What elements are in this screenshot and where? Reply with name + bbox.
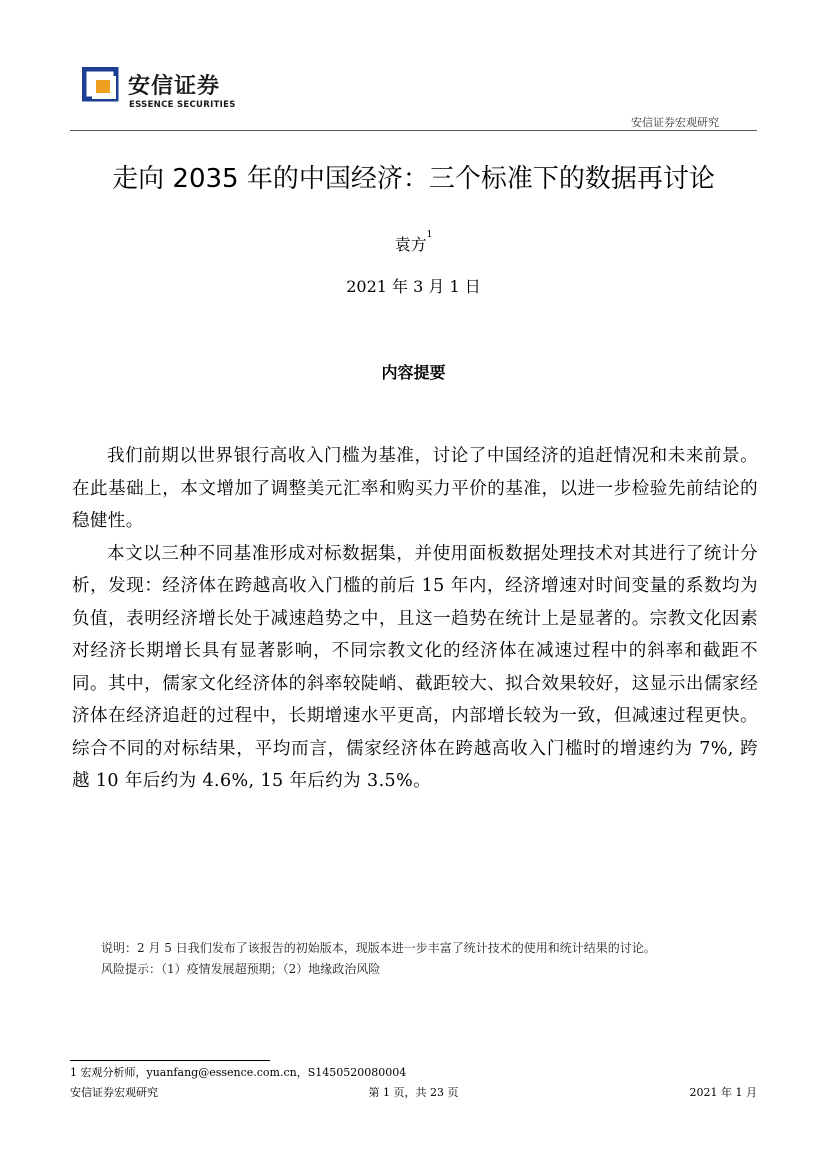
page-footer: [70, 1084, 757, 1100]
version-note: 说明：2 月 5 日我们发布了该报告的初始版本，现版本进一步丰富了统计技术的使用和统计结果的讨论。: [101, 941, 656, 955]
notes-block: [101, 938, 656, 980]
summary-paragraph-2: 本文以三种不同基准形成对标数据集，并使用面板数据处理技术对其进行了统计分析，发现：经济体在跨越高收入门槛的前后 15 年内，经济增速对时间变量的系数均为负值，表明经济增长处于减速趋势之中，且这一趋势在统计上是显著的。宗教文化因素对经济长期增长具有显著影响，不同宗教文化的经济体在减速过程中的斜率和截距不同。其中，儒家文化经济体的斜率较陡峭、截距较大、拟合效果较好，这显示出儒家经济体在经济追赶的过程中，长期增速水平更高，内部增长较为一致，但减速过程更快。综合不同的对标结果，平均而言，儒家经济体在跨越高收入门槛时的增速约为 7%, 跨越 10 年后约为 4.6%, 15 年后约为 3.5%。: [72, 543, 758, 791]
summary-body: [72, 440, 758, 798]
logo-chinese-name: 安信证券: [128, 74, 221, 99]
header-department-label: 安信证券宏观研究: [631, 116, 719, 129]
author-footnote-mark: 1: [426, 230, 433, 240]
logo-square-fill: [96, 80, 110, 93]
footer-date: 2021 年 1 月: [689, 1086, 757, 1099]
summary-heading: 内容提要: [381, 363, 446, 382]
footer-page-number: 第 1 页，共 23 页: [368, 1086, 459, 1099]
footer-left: 安信证券宏观研究: [70, 1086, 158, 1099]
risk-note: 风险提示：（1）疫情发展超预期；（2）地缘政治风险: [101, 962, 381, 976]
summary-paragraph-1: 我们前期以世界银行高收入门槛为基准，讨论了中国经济的追赶情况和未来前景。在此基础上，本文增加了调整美元汇率和购买力平价的基准，以进一步检验先前结论的稳健性。: [72, 446, 758, 531]
author-line: [0, 232, 827, 255]
report-title: 走向 2035 年的中国经济：三个标准下的数据再讨论: [112, 164, 715, 194]
footnote: 1 宏观分析师，yuanfang@essence.com.cn，S1450520080004: [70, 1066, 407, 1079]
report-date: 2021 年 3 月 1 日: [346, 277, 481, 296]
essence-logo-icon: [82, 67, 120, 103]
company-logo: [82, 67, 242, 113]
footnote-divider: [70, 1060, 270, 1061]
logo-english-name: ESSENCE SECURITIES: [129, 100, 236, 110]
header-divider: [70, 130, 757, 131]
author-name: 袁方: [394, 235, 427, 254]
